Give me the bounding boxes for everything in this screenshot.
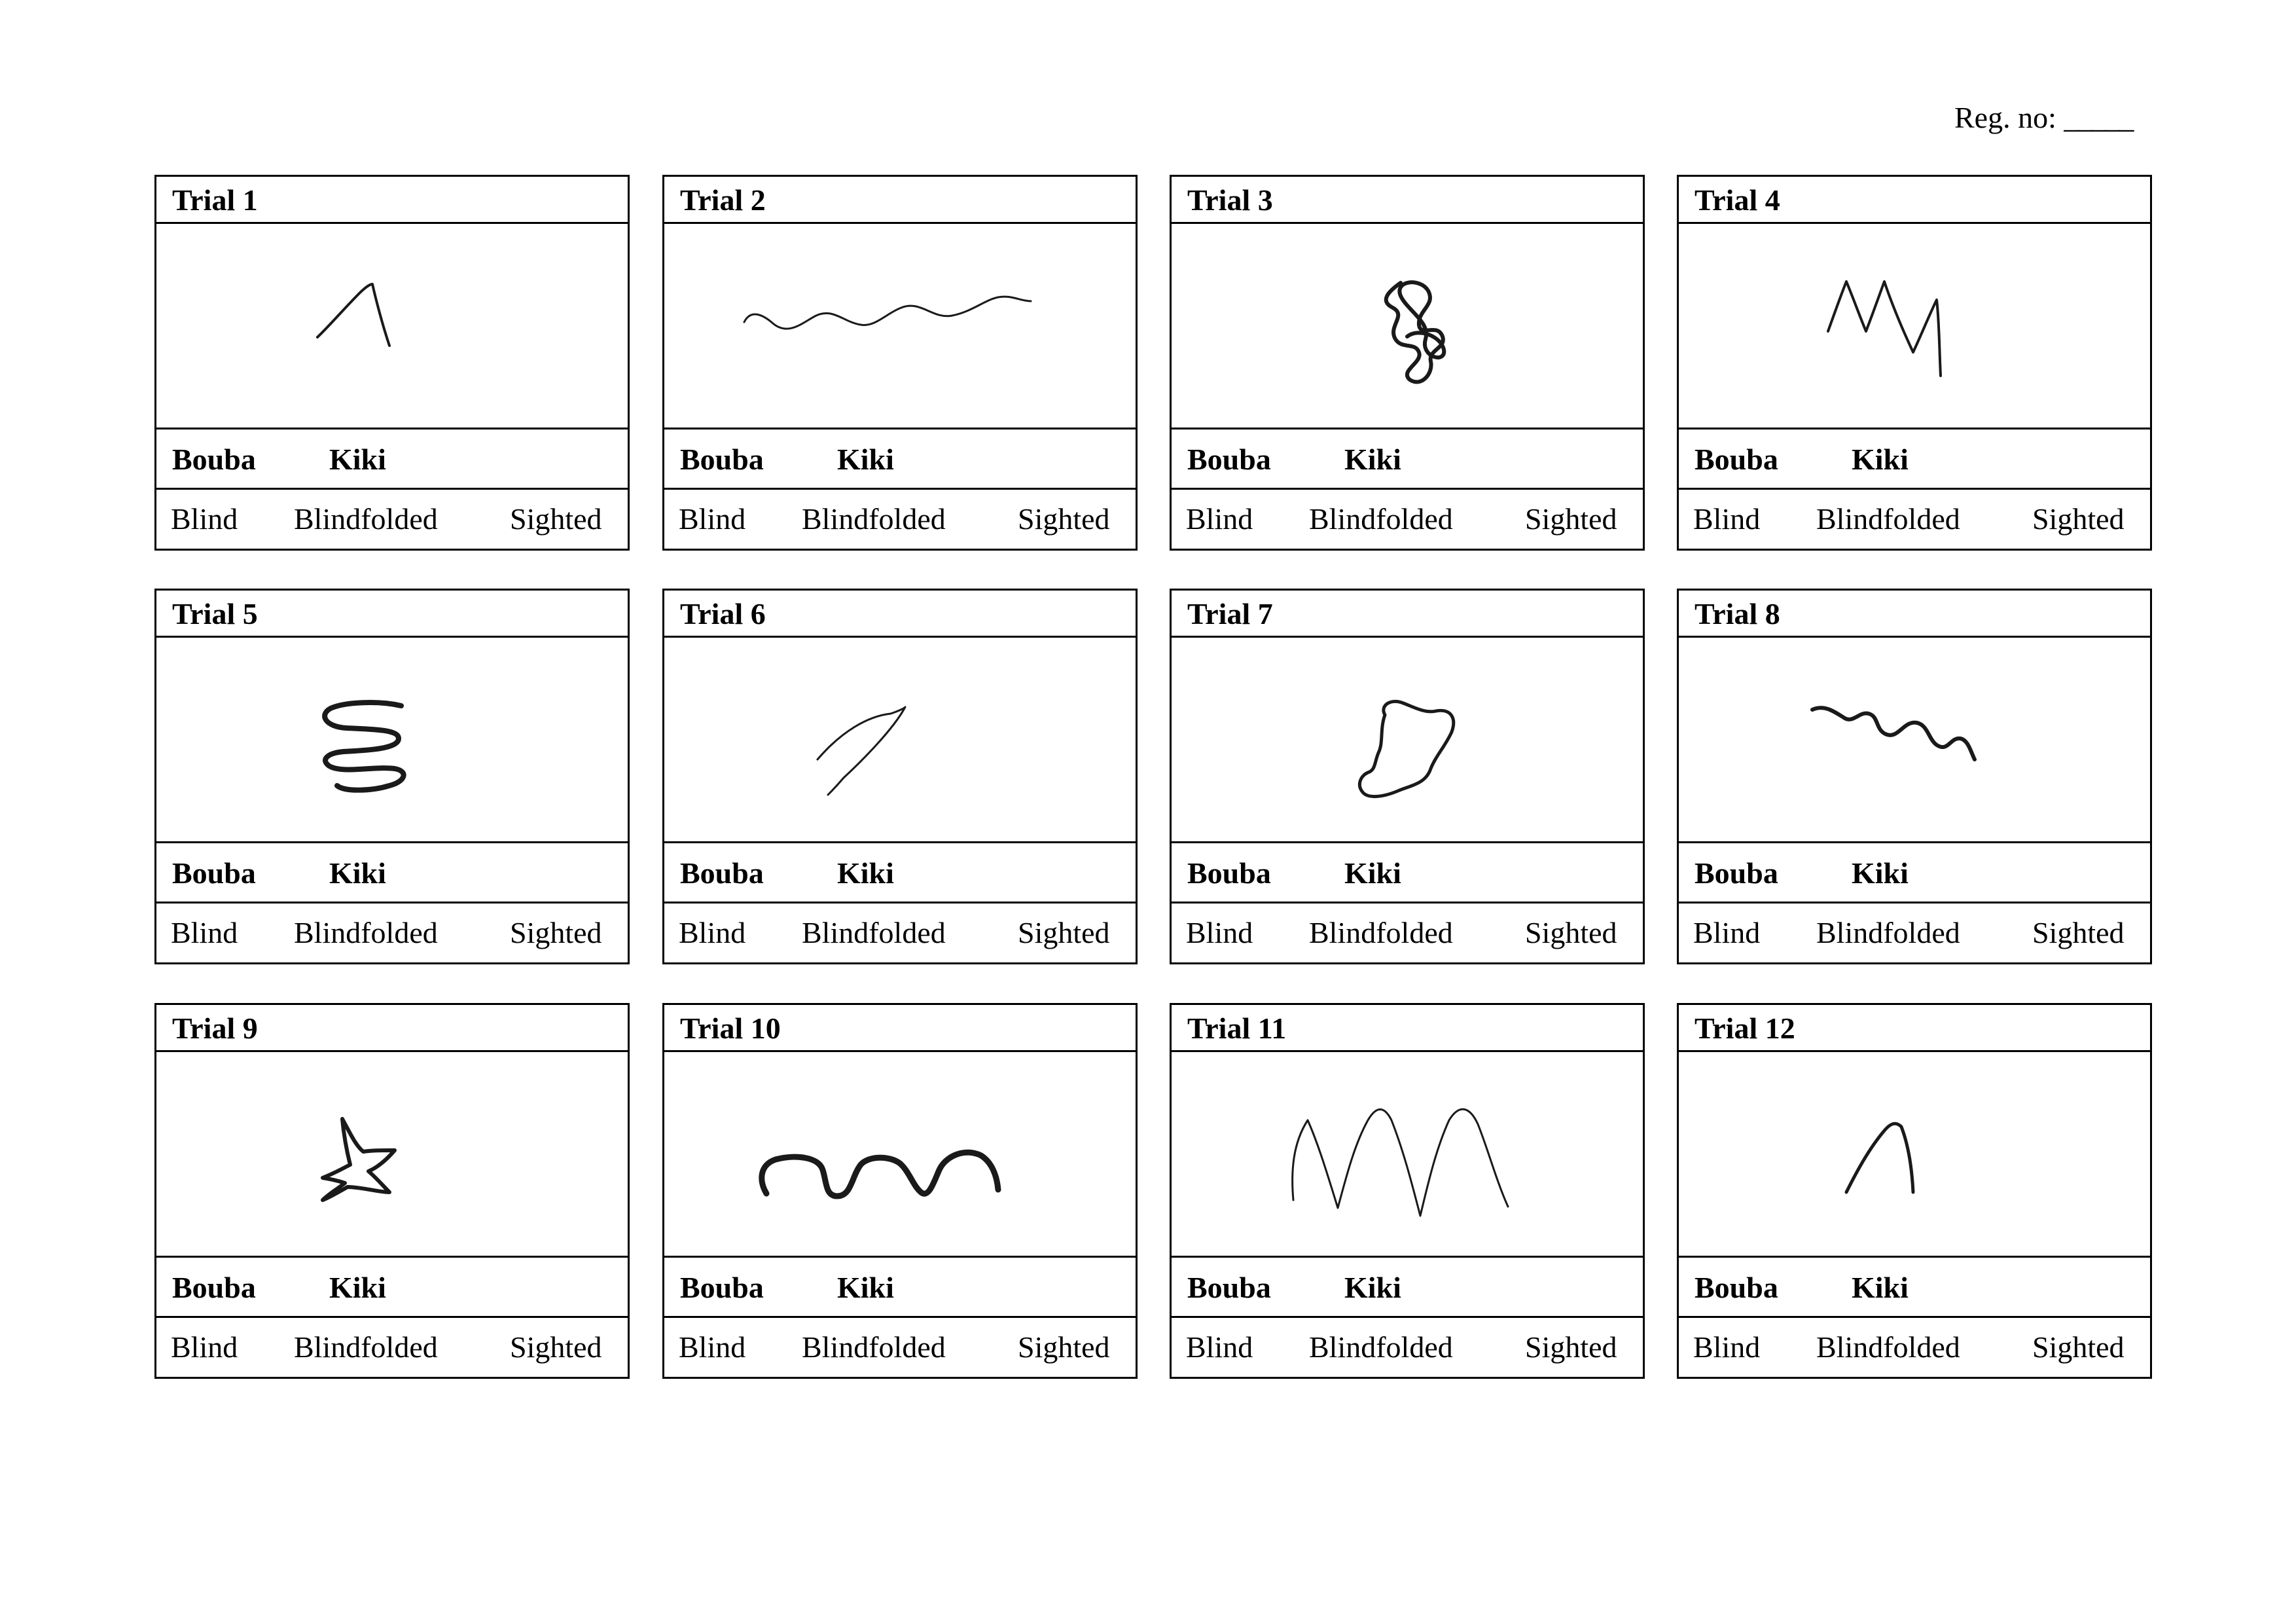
shape-choice-row xyxy=(1172,429,1643,490)
tangled-scribble-drawing xyxy=(1172,224,1643,428)
drawing-stroke xyxy=(325,702,404,790)
group-sighted[interactable]: Sighted xyxy=(1525,502,1617,536)
trial-drawing-area xyxy=(664,224,1136,429)
group-blind[interactable]: Blind xyxy=(1693,916,1761,949)
group-blind[interactable]: Blind xyxy=(1186,916,1253,949)
group-sighted[interactable]: Sighted xyxy=(510,1330,602,1364)
participant-group-row xyxy=(1679,1318,2150,1377)
group-sighted[interactable]: Sighted xyxy=(510,916,602,949)
participant-group-row xyxy=(156,903,628,962)
group-sighted[interactable]: Sighted xyxy=(1018,502,1110,536)
drawing-stroke xyxy=(1846,1123,1913,1192)
group-sighted[interactable]: Sighted xyxy=(1018,1330,1110,1364)
rounded-arches-drawing xyxy=(664,1052,1136,1256)
trial-card xyxy=(1677,1003,2152,1379)
choice-kiki[interactable]: Kiki xyxy=(1852,443,1909,476)
participant-group-row xyxy=(664,1318,1136,1377)
trial-title: Trial 4 xyxy=(1679,177,2150,224)
choice-kiki[interactable]: Kiki xyxy=(837,856,894,890)
choice-bouba[interactable]: Bouba xyxy=(1695,856,1778,890)
trial-title: Trial 3 xyxy=(1172,177,1643,224)
shape-choice-row xyxy=(1679,843,2150,903)
trial-title: Trial 8 xyxy=(1679,591,2150,638)
participant-group-row xyxy=(156,490,628,549)
wavy-line-drawing xyxy=(664,224,1136,428)
choice-bouba[interactable]: Bouba xyxy=(680,443,764,476)
group-sighted[interactable]: Sighted xyxy=(2032,502,2125,536)
drawing-stroke xyxy=(317,284,389,346)
group-sighted[interactable]: Sighted xyxy=(2032,916,2125,949)
group-blindfolded[interactable]: Blindfolded xyxy=(1816,1330,1960,1364)
participant-group-row xyxy=(664,903,1136,962)
drawing-stroke xyxy=(744,297,1031,329)
trial-card xyxy=(1677,175,2152,551)
group-sighted[interactable]: Sighted xyxy=(510,502,602,536)
choice-kiki[interactable]: Kiki xyxy=(837,443,894,476)
trial-title: Trial 10 xyxy=(664,1005,1136,1052)
choice-bouba[interactable]: Bouba xyxy=(1695,443,1778,476)
group-blind[interactable]: Blind xyxy=(679,916,746,949)
trial-title: Trial 2 xyxy=(664,177,1136,224)
choice-bouba[interactable]: Bouba xyxy=(680,1271,764,1304)
group-blind[interactable]: Blind xyxy=(1186,502,1253,536)
choice-bouba[interactable]: Bouba xyxy=(172,443,256,476)
trial-drawing-area xyxy=(1679,224,2150,429)
trial-drawing-area xyxy=(1172,1052,1643,1258)
shape-choice-row xyxy=(1172,843,1643,903)
group-sighted[interactable]: Sighted xyxy=(1018,916,1110,949)
trial-title: Trial 6 xyxy=(664,591,1136,638)
shape-choice-row xyxy=(1172,1258,1643,1318)
thin-sharp-angle-drawing xyxy=(664,638,1136,841)
choice-bouba[interactable]: Bouba xyxy=(1187,1271,1271,1304)
choice-kiki[interactable]: Kiki xyxy=(329,1271,386,1304)
choice-bouba[interactable]: Bouba xyxy=(680,856,764,890)
group-blind[interactable]: Blind xyxy=(1693,1330,1761,1364)
trial-card xyxy=(154,1003,630,1379)
shape-choice-row xyxy=(156,843,628,903)
group-blindfolded[interactable]: Blindfolded xyxy=(1816,502,1960,536)
drawing-stroke xyxy=(1828,282,1941,376)
shape-choice-row xyxy=(1679,1258,2150,1318)
choice-bouba[interactable]: Bouba xyxy=(172,856,256,890)
choice-kiki[interactable]: Kiki xyxy=(329,443,386,476)
group-sighted[interactable]: Sighted xyxy=(1525,916,1617,949)
group-blindfolded[interactable]: Blindfolded xyxy=(1816,916,1960,949)
drawing-stroke xyxy=(1359,701,1453,796)
sharp-peak-drawing xyxy=(156,224,628,428)
drawing-stroke xyxy=(817,707,905,795)
group-blindfolded[interactable]: Blindfolded xyxy=(1309,916,1453,949)
shape-choice-row xyxy=(664,843,1136,903)
trial-card xyxy=(662,589,1138,964)
choice-kiki[interactable]: Kiki xyxy=(837,1271,894,1304)
trial-drawing-area xyxy=(156,638,628,843)
group-blind[interactable]: Blind xyxy=(679,502,746,536)
tall-arches-drawing xyxy=(1172,1052,1643,1256)
zigzag-drawing xyxy=(1679,224,2150,428)
group-blindfolded[interactable]: Blindfolded xyxy=(802,916,946,949)
participant-group-row xyxy=(664,490,1136,549)
choice-kiki[interactable]: Kiki xyxy=(329,856,386,890)
choice-kiki[interactable]: Kiki xyxy=(1344,856,1401,890)
group-blindfolded[interactable]: Blindfolded xyxy=(1309,1330,1453,1364)
drawing-stroke xyxy=(762,1152,998,1196)
reg-label: Reg. no: xyxy=(1954,101,2056,134)
trial-drawing-area xyxy=(156,1052,628,1258)
trial-card xyxy=(1170,589,1645,964)
trial-drawing-area xyxy=(156,224,628,429)
drawing-stroke xyxy=(323,1119,395,1200)
choice-bouba[interactable]: Bouba xyxy=(1187,443,1271,476)
trial-title: Trial 12 xyxy=(1679,1005,2150,1052)
trial-title: Trial 5 xyxy=(156,591,628,638)
trial-card xyxy=(154,175,630,551)
reg-number-blank[interactable]: _____ xyxy=(2064,101,2133,134)
shape-choice-row xyxy=(156,1258,628,1318)
trial-drawing-area xyxy=(1172,224,1643,429)
participant-group-row xyxy=(1679,490,2150,549)
trial-title: Trial 7 xyxy=(1172,591,1643,638)
group-blindfolded[interactable]: Blindfolded xyxy=(294,916,438,949)
group-sighted[interactable]: Sighted xyxy=(2032,1330,2125,1364)
participant-group-row xyxy=(1172,1318,1643,1377)
choice-bouba[interactable]: Bouba xyxy=(1187,856,1271,890)
choice-kiki[interactable]: Kiki xyxy=(1852,1271,1909,1304)
trial-card xyxy=(1170,1003,1645,1379)
trial-card xyxy=(154,589,630,964)
group-blindfolded[interactable]: Blindfolded xyxy=(294,502,438,536)
participant-group-row xyxy=(1679,903,2150,962)
choice-kiki[interactable]: Kiki xyxy=(1344,1271,1401,1304)
registration-number xyxy=(1954,98,2216,137)
participant-group-row xyxy=(156,1318,628,1377)
trial-drawing-area xyxy=(1679,1052,2150,1258)
shape-choice-row xyxy=(664,1258,1136,1318)
choice-bouba[interactable]: Bouba xyxy=(1695,1271,1778,1304)
choice-kiki[interactable]: Kiki xyxy=(1852,856,1909,890)
trial-drawing-area xyxy=(1172,638,1643,843)
trial-card xyxy=(662,1003,1138,1379)
group-blind[interactable]: Blind xyxy=(171,502,238,536)
group-sighted[interactable]: Sighted xyxy=(1525,1330,1617,1364)
drawing-stroke xyxy=(1293,1109,1508,1216)
single-arch-drawing xyxy=(1679,1052,2150,1256)
trial-title: Trial 11 xyxy=(1172,1005,1643,1052)
trial-title: Trial 9 xyxy=(156,1005,628,1052)
group-blind[interactable]: Blind xyxy=(679,1330,746,1364)
wobbly-wave-drawing xyxy=(1679,638,2150,841)
group-blind[interactable]: Blind xyxy=(171,916,238,949)
drawing-stroke xyxy=(1386,282,1444,382)
blob-outline-drawing xyxy=(1172,638,1643,841)
group-blindfolded[interactable]: Blindfolded xyxy=(1309,502,1453,536)
trial-card xyxy=(1170,175,1645,551)
group-blind[interactable]: Blind xyxy=(171,1330,238,1364)
trial-title: Trial 1 xyxy=(156,177,628,224)
group-blind[interactable]: Blind xyxy=(1186,1330,1253,1364)
trial-card xyxy=(1677,589,2152,964)
group-blind[interactable]: Blind xyxy=(1693,502,1761,536)
choice-bouba[interactable]: Bouba xyxy=(172,1271,256,1304)
trial-card xyxy=(662,175,1138,551)
rounded-coil-drawing xyxy=(156,638,628,841)
shape-choice-row xyxy=(664,429,1136,490)
group-blindfolded[interactable]: Blindfolded xyxy=(294,1330,438,1364)
participant-group-row xyxy=(1172,903,1643,962)
group-blindfolded[interactable]: Blindfolded xyxy=(802,1330,946,1364)
trial-drawing-area xyxy=(664,1052,1136,1258)
participant-group-row xyxy=(1172,490,1643,549)
shape-choice-row xyxy=(1679,429,2150,490)
trial-drawing-area xyxy=(1679,638,2150,843)
group-blindfolded[interactable]: Blindfolded xyxy=(802,502,946,536)
drawing-stroke xyxy=(1812,708,1975,759)
choice-kiki[interactable]: Kiki xyxy=(1344,443,1401,476)
trial-drawing-area xyxy=(664,638,1136,843)
shape-choice-row xyxy=(156,429,628,490)
star-drawing xyxy=(156,1052,628,1256)
